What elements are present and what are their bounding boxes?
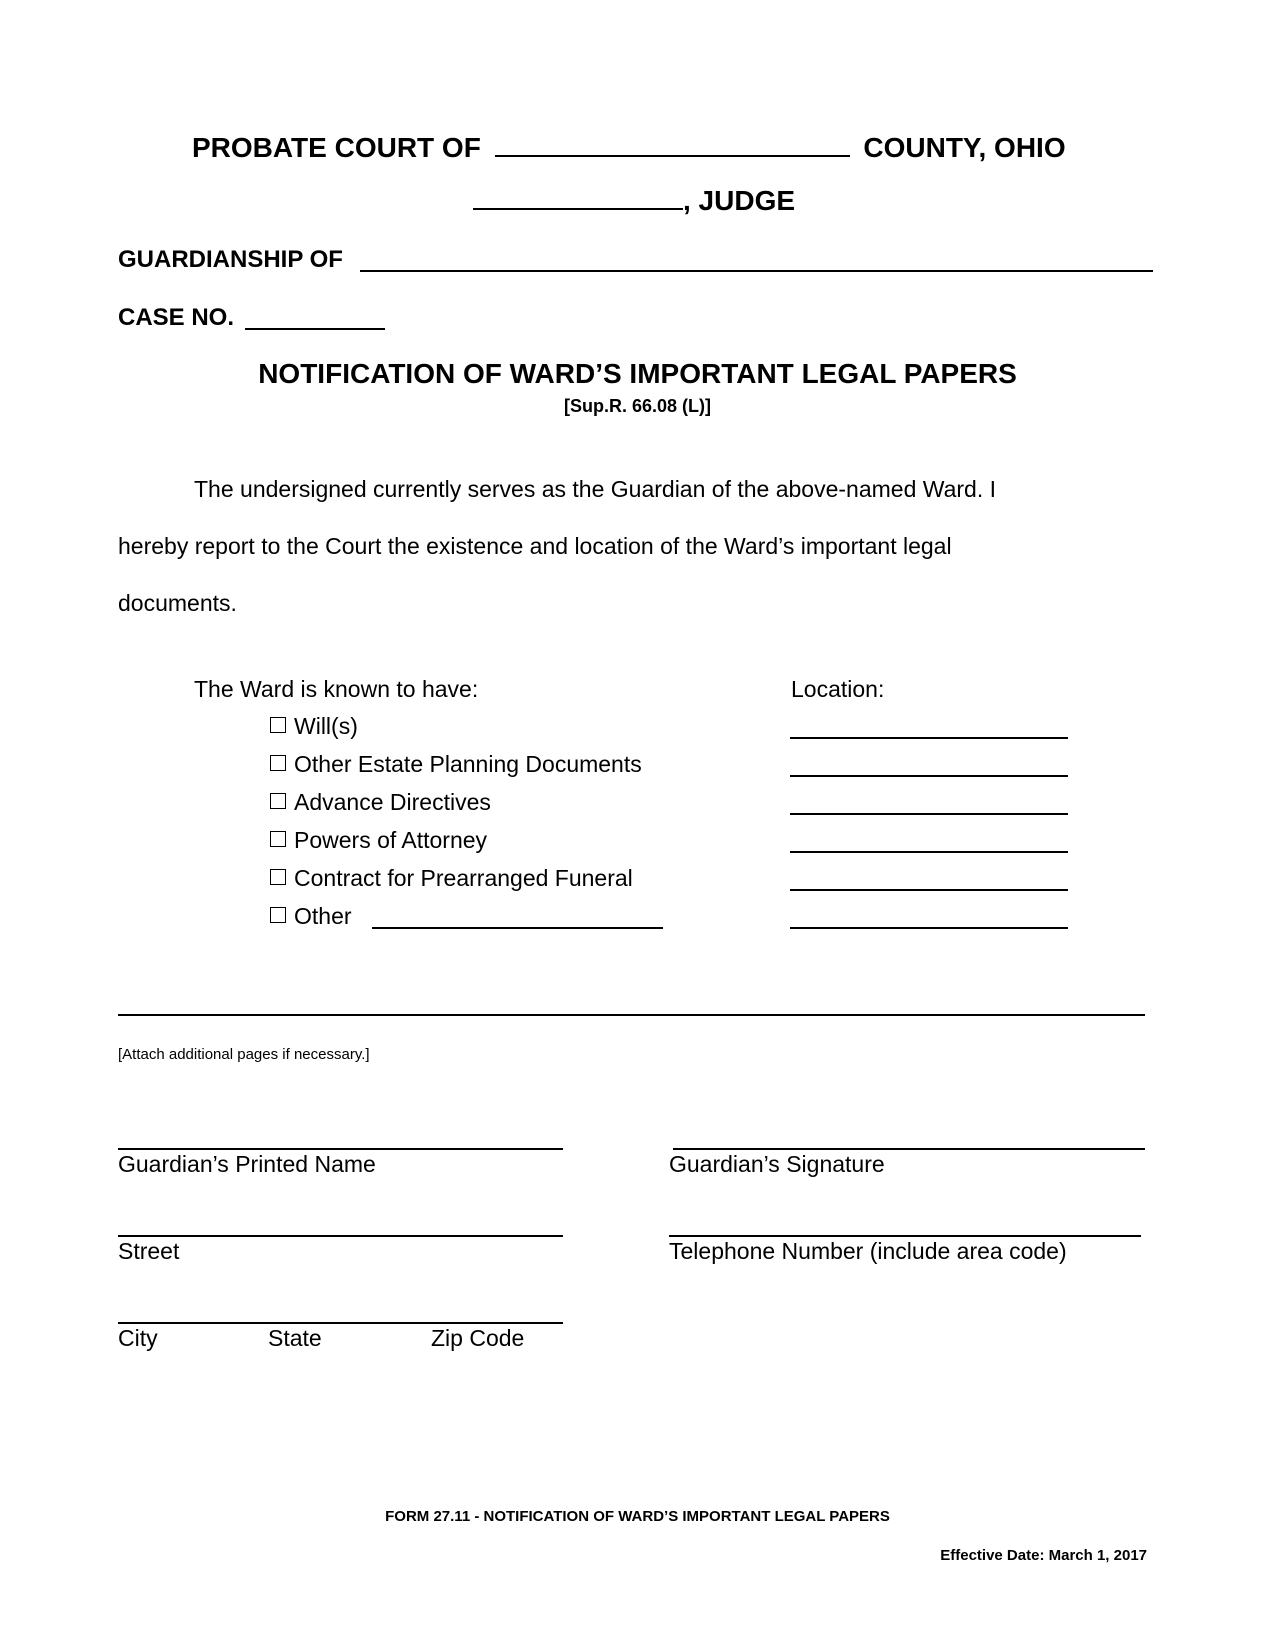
signature-field[interactable] (673, 1148, 1145, 1150)
item-other-label: Other (294, 903, 352, 929)
other-description-field[interactable] (372, 927, 663, 929)
zip-label: Zip Code (431, 1325, 525, 1351)
location-field-wills[interactable] (790, 737, 1068, 739)
checkbox-estate-planning[interactable] (270, 755, 286, 771)
item-estate-planning-label: Other Estate Planning Documents (294, 751, 642, 777)
telephone-field[interactable] (669, 1235, 1141, 1237)
court-prefix: PROBATE COURT OF (192, 132, 481, 163)
state-label: State (268, 1325, 322, 1351)
location-field-other[interactable] (790, 927, 1068, 929)
footer-form-id: FORM 27.11 - NOTIFICATION OF WARD’S IMPORTANT LEGAL PAPERS (385, 1508, 890, 1525)
additional-info-line[interactable] (118, 1014, 1145, 1016)
street-field[interactable] (118, 1235, 563, 1237)
item-powers-of-attorney[interactable] (270, 827, 487, 854)
item-prearranged-funeral-label: Contract for Prearranged Funeral (294, 865, 633, 891)
city-label: City (118, 1325, 158, 1351)
checkbox-powers-of-attorney[interactable] (270, 831, 286, 847)
guardianship-label: GUARDIANSHIP OF (118, 246, 343, 273)
item-estate-planning[interactable] (270, 751, 642, 778)
item-advance-directives-label: Advance Directives (294, 789, 491, 815)
case-no-label: CASE NO. (118, 304, 235, 331)
form-title: NOTIFICATION OF WARD’S IMPORTANT LEGAL PAPERS (258, 358, 1017, 389)
county-field[interactable] (495, 129, 850, 157)
item-wills-label: Will(s) (294, 713, 358, 739)
judge-name-field[interactable] (473, 182, 683, 210)
checkbox-prearranged-funeral[interactable] (270, 869, 286, 885)
item-prearranged-funeral[interactable] (270, 865, 633, 892)
item-other[interactable] (270, 903, 352, 930)
case-no-field[interactable] (245, 328, 385, 330)
street-label: Street (118, 1238, 180, 1264)
checkbox-wills[interactable] (270, 717, 286, 733)
attach-note: [Attach additional pages if necessary.] (118, 1046, 370, 1063)
para-line-3: documents. (118, 590, 237, 616)
para-line-2: hereby report to the Court the existence and location of the Ward’s important legal (118, 533, 952, 559)
location-field-advance-directives[interactable] (790, 813, 1068, 815)
telephone-label: Telephone Number (include area code) (669, 1238, 1067, 1264)
item-wills[interactable] (270, 713, 358, 740)
checkbox-other[interactable] (270, 907, 286, 923)
rule-reference: [Sup.R. 66.08 (L)] (563, 396, 711, 416)
item-powers-of-attorney-label: Powers of Attorney (294, 827, 488, 853)
location-field-prearranged-funeral[interactable] (790, 889, 1068, 891)
court-suffix: COUNTY, OHIO (863, 132, 1066, 163)
judge-line (473, 182, 795, 217)
para-line-1: The undersigned currently serves as the Guardian of the above-named Ward. I (194, 476, 997, 502)
location-label: Location: (791, 676, 885, 702)
printed-name-label: Guardian’s Printed Name (118, 1151, 376, 1177)
location-field-estate-planning[interactable] (790, 775, 1068, 777)
city-state-zip-field[interactable] (118, 1322, 563, 1324)
item-advance-directives[interactable] (270, 789, 491, 816)
guardianship-field[interactable] (360, 270, 1153, 272)
known-label: The Ward is known to have: (194, 676, 479, 702)
judge-suffix: , JUDGE (683, 185, 796, 216)
signature-label: Guardian’s Signature (669, 1151, 885, 1177)
printed-name-field[interactable] (118, 1148, 563, 1150)
footer-effective-date: Effective Date: March 1, 2017 (940, 1547, 1147, 1564)
location-field-powers-of-attorney[interactable] (790, 851, 1068, 853)
court-line (192, 129, 1066, 164)
checkbox-advance-directives[interactable] (270, 793, 286, 809)
